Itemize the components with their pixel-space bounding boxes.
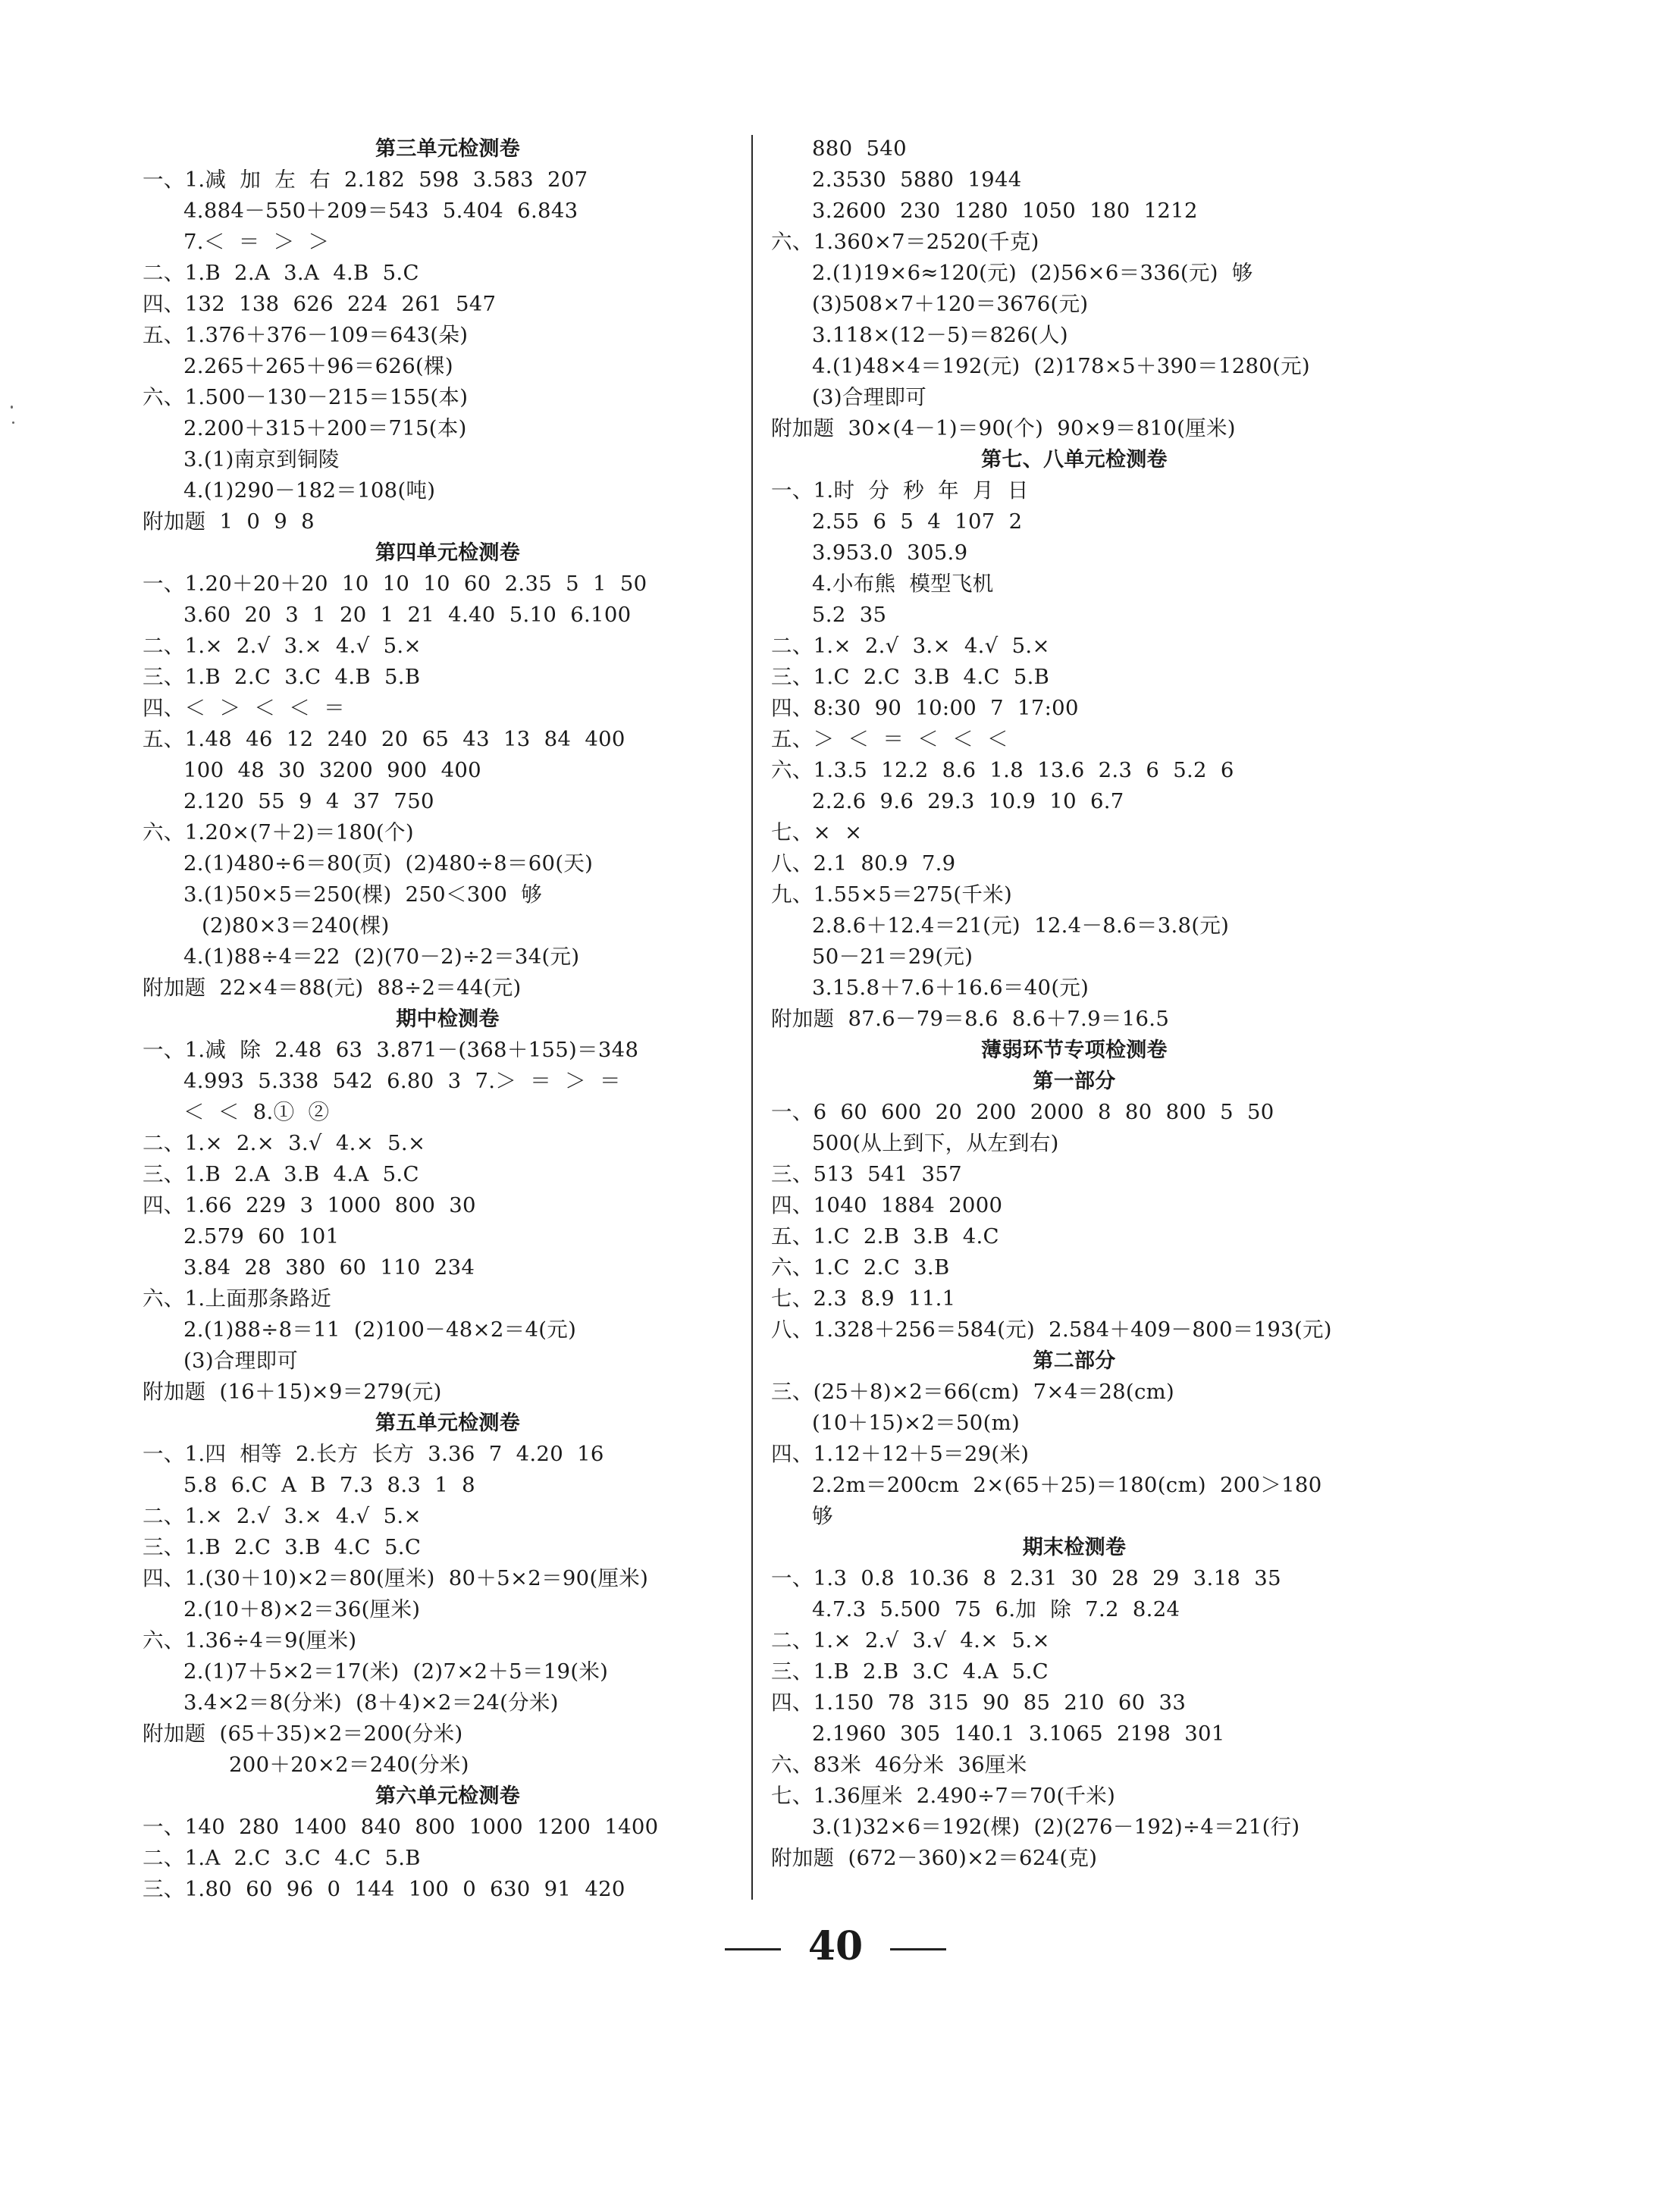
answer-line: 4.小布熊 模型飞机 — [812, 572, 994, 596]
answer-line: 3.60 20 3 1 20 1 21 4.40 5.10 6.100 — [183, 603, 632, 627]
left-answer-column — [143, 133, 753, 1905]
page-footer — [0, 1924, 1671, 1969]
scan-speck — [12, 421, 14, 424]
answer-line: 3.2600 230 1280 1050 180 1212 — [812, 199, 1198, 223]
section-heading: 第一部分 — [1033, 1070, 1116, 1093]
answer-line: 2.3530 5880 1944 — [812, 168, 1022, 192]
answer-line: 5.8 6.C A B 7.3 8.3 1 8 — [183, 1473, 475, 1497]
answer-line: 附加题 22×4＝88(元) 88÷2＝44(元) — [143, 976, 522, 1000]
answer-line: 5.2 35 — [812, 603, 887, 627]
answer-line: 五、＞ ＜ ＝ ＜ ＜ ＜ — [771, 727, 1008, 751]
answer-line: 3.118×(12－5)＝826(人) — [812, 323, 1068, 347]
answer-line: 二、1.A 2.C 3.C 4.C 5.B — [143, 1846, 421, 1870]
answer-line: 4.(1)88÷4＝22 (2)(70－2)÷2＝34(元) — [183, 945, 580, 969]
answer-line: 3.84 28 380 60 110 234 — [183, 1255, 475, 1280]
answer-line: 附加题 (672－360)×2＝624(克) — [771, 1846, 1098, 1870]
answer-line: 2.(1)7＋5×2＝17(米) (2)7×2＋5＝19(米) — [183, 1659, 609, 1684]
answer-line: 7.＜ ＝ ＞ ＞ — [183, 230, 330, 254]
answer-line: 500(从上到下，从左到右) — [812, 1131, 1059, 1155]
answer-line: 2.55 6 5 4 107 2 — [812, 509, 1023, 534]
answer-line: 3.953.0 305.9 — [812, 540, 968, 565]
right-answer-column — [771, 133, 1378, 1874]
answer-line: 八、2.1 80.9 7.9 — [771, 851, 956, 876]
answer-line: 一、140 280 1400 840 800 1000 1200 1400 — [143, 1815, 659, 1839]
answer-line: 2.(10＋8)×2＝36(厘米) — [183, 1597, 421, 1621]
answer-line: 3.(1)南京到铜陵 — [183, 447, 340, 472]
answer-line: 六、83米 46分米 36厘米 — [771, 1753, 1027, 1777]
section-heading: 第四单元检测卷 — [375, 541, 521, 565]
answer-line: 附加题 (16＋15)×9＝279(元) — [143, 1380, 442, 1404]
answer-line: 一、1.四 相等 2.长方 长方 3.36 7 4.20 16 — [143, 1442, 604, 1466]
answer-line: 够 — [812, 1504, 833, 1528]
footer-right-dash — [890, 1948, 946, 1950]
answer-line: 二、1.× 2.× 3.√ 4.× 5.× — [143, 1131, 426, 1155]
answer-line: 4.993 5.338 542 6.80 3 7.＞ ＝ ＞ ＝ — [183, 1069, 621, 1093]
answer-line: (2)80×3＝240(棵) — [202, 913, 390, 938]
answer-line: 2.(1)19×6≈120(元) (2)56×6＝336(元) 够 — [812, 261, 1253, 285]
answer-line: 六、1.36÷4＝9(厘米) — [143, 1628, 357, 1653]
answer-line: 三、1.B 2.B 3.C 4.A 5.C — [771, 1659, 1049, 1684]
answer-line: 四、＜ ＞ ＜ ＜ ＝ — [143, 696, 345, 720]
answer-line: 二、1.× 2.√ 3.√ 4.× 5.× — [771, 1628, 1050, 1653]
answer-line: 2.579 60 101 — [183, 1224, 340, 1249]
answer-line: 六、1.3.5 12.2 8.6 1.8 13.6 2.3 6 5.2 6 — [771, 758, 1234, 782]
answer-line: 四、8:30 90 10:00 7 17:00 — [771, 696, 1079, 720]
section-heading: 薄弱环节专项检测卷 — [981, 1039, 1168, 1062]
answer-line: 2.2.6 9.6 29.3 10.9 10 6.7 — [812, 789, 1124, 813]
answer-line: 四、1.12＋12＋5＝29(米) — [771, 1442, 1030, 1466]
answer-line: 六、1.20×(7＋2)＝180(个) — [143, 820, 414, 844]
answer-line: 2.1960 305 140.1 3.1065 2198 301 — [812, 1722, 1225, 1746]
answer-line: 2.2m＝200cm 2×(65＋25)＝180(cm) 200＞180 — [812, 1473, 1322, 1497]
answer-line: 一、6 60 600 20 200 2000 8 80 800 5 50 — [771, 1100, 1274, 1124]
answer-line: 3.15.8＋7.6＋16.6＝40(元) — [812, 976, 1089, 1000]
answer-line: 七、× × — [771, 820, 863, 844]
answer-line: 四、1040 1884 2000 — [771, 1193, 1003, 1217]
answer-line: 六、1.500－130－215＝155(本) — [143, 385, 469, 409]
answer-line: 2.120 55 9 4 37 750 — [183, 789, 434, 813]
answer-line: 三、1.B 2.C 3.C 4.B 5.B — [143, 665, 421, 689]
answer-line: 4.(1)48×4＝192(元) (2)178×5＋390＝1280(元) — [812, 354, 1310, 378]
answer-line: 七、1.36厘米 2.490÷7＝70(千米) — [771, 1784, 1116, 1808]
answer-line: 一、1.减 除 2.48 63 3.871－(368＋155)＝348 — [143, 1038, 639, 1062]
answer-line: 四、1.66 229 3 1000 800 30 — [143, 1193, 476, 1217]
answer-line: 2.200＋315＋200＝715(本) — [183, 416, 467, 440]
answer-line: 100 48 30 3200 900 400 — [183, 758, 481, 782]
answer-line: 2.(1)88÷8＝11 (2)100－48×2＝4(元) — [183, 1317, 577, 1342]
answer-line: 3.(1)32×6＝192(棵) (2)(276－192)÷4＝21(行) — [812, 1815, 1300, 1839]
section-heading: 期中检测卷 — [396, 1007, 500, 1031]
answer-line: 四、132 138 626 224 261 547 — [143, 292, 497, 316]
answer-line: 一、1.20＋20＋20 10 10 10 60 2.35 5 1 50 — [143, 572, 647, 596]
answer-line: (3)合理即可 — [812, 385, 927, 409]
answer-line: 2.(1)480÷6＝80(页) (2)480÷8＝60(天) — [183, 851, 594, 876]
answer-line: 一、1.时 分 秒 年 月 日 — [771, 478, 1029, 503]
answer-line: 一、1.减 加 左 右 2.182 598 3.583 207 — [143, 168, 588, 192]
answer-line: 六、1.C 2.C 3.B — [771, 1255, 950, 1280]
answer-line: 三、1.C 2.C 3.B 4.C 5.B — [771, 665, 1050, 689]
answer-line: 六、1.360×7＝2520(千克) — [771, 230, 1039, 254]
answer-line: 二、1.× 2.√ 3.× 4.√ 5.× — [143, 1504, 422, 1528]
answer-line: 4.884－550＋209＝543 5.404 6.843 — [183, 199, 578, 223]
answer-line: 2.8.6＋12.4＝21(元) 12.4－8.6＝3.8(元) — [812, 913, 1230, 938]
answer-line: (3)合理即可 — [183, 1349, 299, 1373]
section-heading: 期末检测卷 — [1022, 1536, 1127, 1559]
answer-line: 三、513 541 357 — [771, 1162, 962, 1186]
answer-line: (3)508×7＋120＝3676(元) — [812, 292, 1089, 316]
answer-line: 三、1.B 2.A 3.B 4.A 5.C — [143, 1162, 419, 1186]
answer-line: 二、1.B 2.A 3.A 4.B 5.C — [143, 261, 419, 285]
answer-line: 三、1.B 2.C 3.B 4.C 5.C — [143, 1535, 422, 1559]
answer-line: 七、2.3 8.9 11.1 — [771, 1286, 956, 1311]
answer-line: 二、1.× 2.√ 3.× 4.√ 5.× — [771, 634, 1050, 658]
answer-line: 4.7.3 5.500 75 6.加 除 7.2 8.24 — [812, 1597, 1180, 1621]
answer-line: 六、1.上面那条路近 — [143, 1286, 332, 1311]
answer-line: 九、1.55×5＝275(千米) — [771, 882, 1013, 907]
answer-line: 880 540 — [812, 136, 907, 161]
footer-left-dash — [725, 1948, 781, 1950]
answer-line: 3.4×2＝8(分米) (8＋4)×2＝24(分米) — [183, 1690, 559, 1715]
answer-line: (10＋15)×2＝50(m) — [812, 1411, 1020, 1435]
answer-line: 五、1.C 2.B 3.B 4.C — [771, 1224, 999, 1249]
answer-line: 四、1.(30＋10)×2＝80(厘米) 80＋5×2＝90(厘米) — [143, 1566, 649, 1590]
answer-line: 附加题 30×(4－1)＝90(个) 90×9＝810(厘米) — [771, 416, 1236, 440]
answer-line: 五、1.376＋376－109＝643(朵) — [143, 323, 469, 347]
column-divider — [751, 135, 753, 1900]
answer-line: 八、1.328＋256＝584(元) 2.584＋409－800＝193(元) — [771, 1317, 1332, 1342]
answer-line: 附加题 1 0 9 8 — [143, 509, 315, 534]
section-heading: 第七、八单元检测卷 — [981, 448, 1168, 472]
answer-line: 2.265＋265＋96＝626(棵) — [183, 354, 453, 378]
scan-speck — [11, 406, 13, 409]
answer-line: 一、1.3 0.8 10.36 8 2.31 30 28 29 3.18 35 — [771, 1566, 1281, 1590]
answer-line: 3.(1)50×5＝250(棵) 250＜300 够 — [183, 882, 543, 907]
answer-line: 三、(25＋8)×2＝66(cm) 7×4＝28(cm) — [771, 1380, 1175, 1404]
answer-line: 200＋20×2＝240(分米) — [229, 1753, 469, 1777]
answer-line: 50－21＝29(元) — [812, 945, 973, 969]
answer-line: 四、1.150 78 315 90 85 210 60 33 — [771, 1690, 1187, 1715]
answer-line: ＜ ＜ 8.① ② — [183, 1100, 330, 1124]
answer-line: 二、1.× 2.√ 3.× 4.√ 5.× — [143, 634, 422, 658]
section-heading: 第六单元检测卷 — [375, 1784, 521, 1808]
answer-line: 五、1.48 46 12 240 20 65 43 13 84 400 — [143, 727, 625, 751]
answer-line: 4.(1)290－182＝108(吨) — [183, 478, 436, 503]
answer-line: 附加题 87.6－79＝8.6 8.6＋7.9＝16.5 — [771, 1007, 1170, 1031]
section-heading: 第三单元检测卷 — [375, 137, 521, 161]
page-number: 40 — [807, 1923, 864, 1969]
answer-line: 三、1.80 60 96 0 144 100 0 630 91 420 — [143, 1877, 625, 1901]
section-heading: 第五单元检测卷 — [375, 1411, 521, 1435]
section-heading: 第二部分 — [1033, 1349, 1116, 1373]
answer-line: 附加题 (65＋35)×2＝200(分米) — [143, 1722, 463, 1746]
